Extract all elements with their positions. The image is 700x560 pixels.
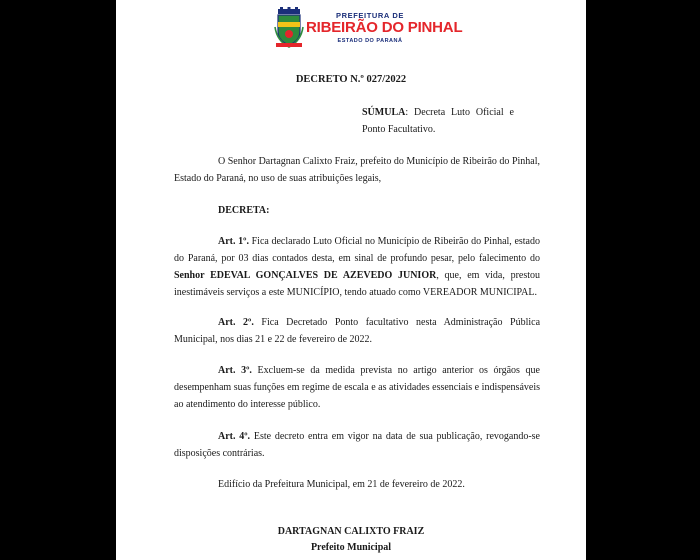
article-2-label: Art. 2º. — [218, 317, 254, 328]
article-1-honoree: Senhor EDEVAL GONÇALVES DE AZEVEDO JUNIOR — [174, 270, 437, 281]
decree-summary — [362, 104, 514, 138]
article-4 — [174, 428, 540, 462]
logo-prefix-text: PREFEITURA DE — [336, 11, 404, 20]
signer-name: DARTAGNAN CALIXTO FRAIZ — [277, 526, 425, 537]
article-3-text: Excluem-se da medida prevista no artigo anterior os órgãos que desempenham suas funções em regime de escala e as atividades essenciais e indispensáveis ao atendimento do interesse público. — [174, 365, 540, 410]
intro-paragraph: O Senhor Dartagnan Calixto Fraiz, prefeito do Município de Ribeirão do Pinhal, Estado do Paraná, no uso de suas atribuições legais, — [174, 156, 540, 184]
article-1 — [174, 233, 540, 301]
article-1-text-a: Fica declarado Luto Oficial no Município de Ribeirão do Pinhal, estado do Paraná, por 03 dias contados desta, em sinal de profundo pesar, pelo falecimento do — [174, 236, 540, 264]
article-2-text: Fica Decretado Ponto facultativo nesta Administração Pública Municipal, nos dias 21 e 22 de fevereiro de 2022. — [174, 317, 541, 345]
summary-text: : Decreta Luto Oficial e Ponto Facultativo. — [362, 107, 514, 135]
article-4-text: Este decreto entra em vigor na data de sua publicação, revogando-se disposições contrárias. — [174, 431, 540, 459]
signer-role: Prefeito Municipal — [310, 542, 392, 553]
document-page — [116, 0, 586, 560]
logo-state-text: ESTADO DO PARANÁ — [337, 38, 403, 44]
municipality-logo — [274, 7, 463, 49]
coat-of-arms-icon — [274, 7, 304, 49]
logo-city-name: RIBEIRÃO DO PINHAL — [306, 19, 463, 36]
article-4-label: Art. 4º. — [218, 431, 251, 442]
article-2 — [174, 314, 540, 348]
article-1-text-b: , que, em vida, prestou inestimáveis serviços a este MUNICÍPIO, tendo atuado como VEREADOR MUNICIPAL. — [174, 270, 541, 298]
article-3 — [174, 362, 540, 413]
summary-label: SÚMULA — [362, 107, 406, 118]
article-1-label: Art. 1º. — [218, 236, 249, 247]
closing-line: Edifício da Prefeitura Municipal, em 21 de fevereiro de 2022. — [218, 479, 465, 490]
decree-title: DECRETO N.º 027/2022 — [295, 74, 407, 85]
article-3-label: Art. 3º. — [218, 365, 252, 376]
decreta-heading: DECRETA: — [218, 205, 270, 216]
